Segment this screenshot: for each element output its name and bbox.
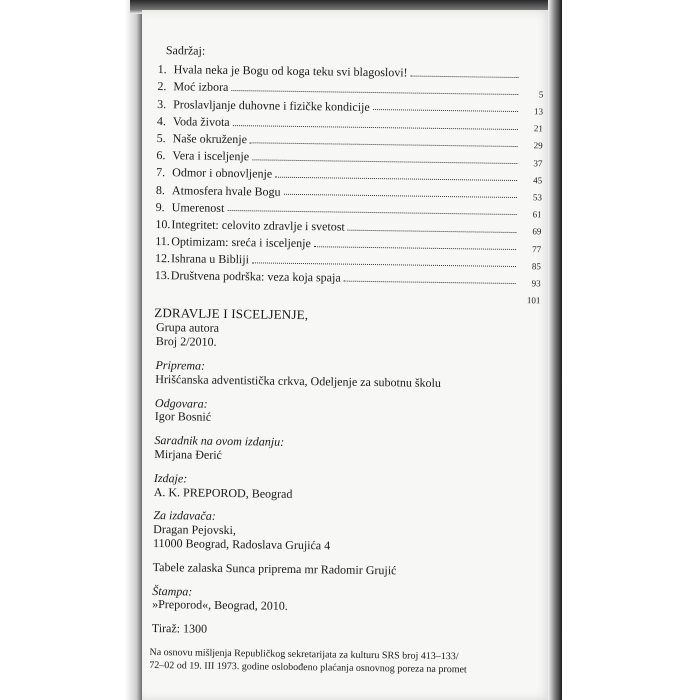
toc-heading: Sadržaj:	[165, 43, 206, 58]
sunset-note: Tabele zalaska Sunca priprema mr Radomir Grujić	[152, 559, 397, 578]
toc-leader-dots	[233, 125, 518, 130]
toc-item-number: 6.	[156, 148, 166, 163]
toc-item-title: Hvala neka je Bogu od koga teku svi blagoslovi!	[173, 62, 408, 80]
toc-item-number: 11.	[155, 234, 170, 249]
tax-notice-line: Na osnovu mišljenja Republičkog sekretarijata za kulturu SRS broj 413–133/	[149, 646, 459, 663]
tax-notice-line: 72–02 od 19. III 1973. godine oslobođeno plaćanja osnovnog poreza na promet	[149, 660, 467, 676]
toc-leader-dots	[314, 246, 516, 250]
toc-leader-dots	[250, 142, 518, 147]
credit-value: Mirjana Đerić	[154, 446, 223, 462]
toc-item-number: 13.	[154, 268, 170, 283]
toc-leader-dots	[252, 159, 517, 164]
print-block	[150, 584, 536, 617]
toc-extra-page: 101	[526, 295, 541, 306]
credit-label: Za izdavača:	[153, 508, 216, 524]
toc-item-page: 37	[533, 157, 543, 168]
credit-label: Priprema:	[155, 357, 206, 373]
toc-item-page: 29	[533, 140, 543, 151]
toc-item-page: 45	[533, 175, 543, 186]
toc-item-number: 7.	[156, 165, 166, 180]
book-edge-right	[548, 0, 562, 700]
toc-item-number: 12.	[154, 251, 171, 266]
toc-item-page: 53	[532, 192, 542, 203]
toc-item-number: 3.	[157, 96, 167, 111]
toc-item-number: 8.	[155, 182, 166, 197]
publication-issue: Broj 2/2010.	[155, 334, 217, 350]
toc-item-page: 77	[532, 243, 542, 254]
toc-leader-dots	[344, 281, 516, 284]
credit-block	[153, 397, 539, 430]
tax-notice	[149, 646, 535, 678]
credit-value: 11000 Beograd, Radoslava Grujića 4	[152, 535, 331, 553]
toc-item-title: Društvena podrška: veza koja spaja	[170, 268, 341, 286]
toc-item-number: 5.	[156, 130, 166, 146]
toc-item-page: 93	[531, 278, 541, 289]
toc-leader-dots	[348, 229, 517, 232]
credit-label: Saradnik na ovom izdanju:	[154, 433, 285, 449]
print-label: Štampa:	[152, 583, 193, 599]
credit-value: Igor Bosnić	[154, 409, 212, 425]
page-margin-left	[0, 0, 142, 700]
toc-item-title: Vera i isceljenje	[172, 148, 250, 164]
publication-title: ZDRAVLJE I ISCELJENJE,	[154, 305, 309, 323]
circulation: Tiraž: 1300	[151, 621, 208, 636]
toc-list	[155, 60, 544, 289]
toc-item-title: Naše okruženje	[172, 131, 248, 147]
toc-item-number: 9.	[155, 199, 165, 214]
toc-item-title: Optimizam: sreća i isceljenje	[171, 234, 311, 251]
toc-leader-dots	[284, 194, 517, 198]
credit-block	[152, 434, 538, 467]
toc-leader-dots	[157, 296, 515, 301]
toc-item-title: Odmor i obnovljenje	[172, 165, 273, 181]
publication-authors: Grupa autora	[155, 320, 220, 336]
toc-item-page: 85	[531, 260, 542, 272]
credit-value: A. K. PREPOROD, Beograd	[153, 484, 293, 501]
toc-item-title: Voda života	[172, 113, 230, 129]
toc-leader-dots	[411, 76, 519, 79]
toc-leader-dots	[275, 177, 517, 181]
toc-item-title: Proslavljanje duhovne i fizičke kondicije	[173, 96, 370, 114]
credit-value: Hrišćanska adventistička crkva, Odeljenje za subotnu školu	[155, 371, 441, 390]
toc-leader-dots	[252, 262, 516, 267]
toc-leader-dots	[373, 109, 518, 112]
toc-item-title: Atmosfera hvale Bogu	[171, 182, 281, 199]
toc-item-page: 5	[538, 89, 544, 100]
toc-item-title: Integritet: celovito zdravlje i svetost	[171, 217, 345, 234]
toc-item-number: 1.	[157, 62, 167, 77]
credit-block	[151, 509, 538, 556]
credit-label: Odgovara:	[154, 395, 208, 411]
page-content	[149, 44, 544, 678]
credit-block	[153, 359, 539, 392]
toc-item-page: 21	[533, 123, 543, 134]
toc-item-title: Umerenost	[171, 199, 225, 215]
toc-item-page: 13	[534, 106, 544, 117]
toc-leader-dots	[231, 90, 518, 95]
credit-label: Izdaje:	[153, 470, 188, 486]
toc-item-page: 61	[532, 209, 542, 220]
toc-item-page: 69	[532, 226, 542, 237]
toc-item-number: 10.	[155, 216, 171, 232]
credit-value: Dragan Pejovski,	[153, 522, 236, 538]
credit-block	[152, 472, 538, 505]
toc-item-number: 4.	[156, 113, 167, 128]
toc-item-number: 2.	[157, 79, 167, 94]
credits-list	[151, 359, 540, 556]
toc-item-title: Ishrana u Bibliji	[170, 251, 250, 267]
toc-leader-dots	[227, 210, 516, 215]
print-line: »Preporod«, Beograd, 2010.	[152, 597, 288, 614]
toc-item-title: Moć izbora	[173, 79, 229, 95]
